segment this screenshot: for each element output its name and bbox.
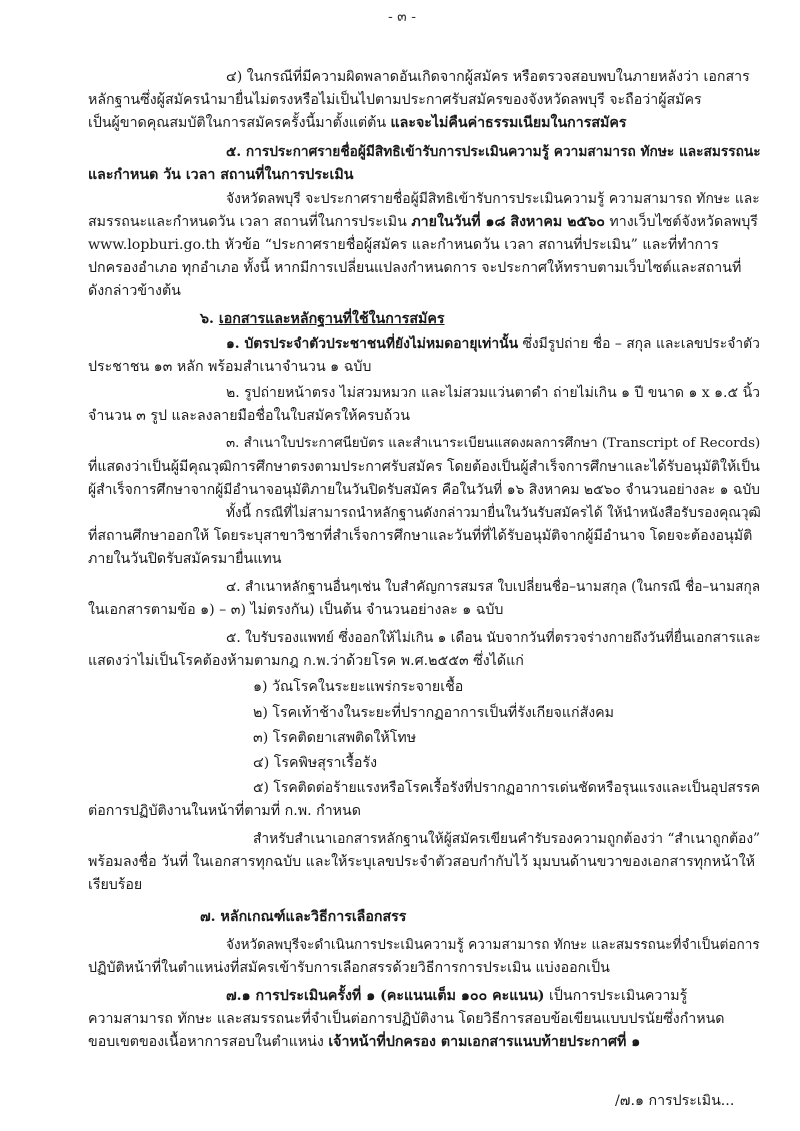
section-6-heading-text: เอกสารและหลักฐานที่ใช้ในการสมัคร xyxy=(218,311,445,327)
section-5-line-2 xyxy=(88,211,758,233)
section-6-item-5-line-1: ๕. ใบรับรองแพทย์ ซึ่งออกให้ไม่เกิน ๑ เดือน นับจากวันที่ตรวจร่างกายถึงวันที่ยื่นเอกสารและ xyxy=(226,630,761,646)
section-7-1-line-3-bold: เจ้าหน้าที่ปกครอง ตามเอกสารแนบท้ายประกาศที่ ๑ xyxy=(328,1034,641,1050)
section-7-1-line-2: ความสามารถ ทักษะ และสมรรถนะที่จำเป็นต่อการปฏิบัติงาน โดยวิธีการสอบข้อเขียนแบบปรนัยซึ่งกำหนด xyxy=(88,1011,725,1027)
section-6-item-3-line-3: ผู้สำเร็จการศึกษาจากผู้มีอำนาจอนุมัติภายในวันปิดรับสมัคร คือในวันที่ ๑๖ สิงหาคม ๒๕๖๐ จำนวนอย่างละ ๑ ฉบับ xyxy=(88,482,761,498)
section-5-line-1: จังหวัดลพบุรี จะประกาศรายชื่อผู้มีสิทธิเข้ารับการประเมินความรู้ ความสามารถ ทักษะ และ xyxy=(226,191,760,207)
section-6-heading-number: ๖. xyxy=(200,311,219,327)
section-6-item-3-line-1: ๓. สำเนาใบประกาศนียบัตร และสำเนาระเบียนแสดงผลการศึกษา (Transcript of Records) xyxy=(226,436,761,451)
paragraph-4-line-2: หลักฐานซึ่งผู้สมัครนำมายื่นไม่ตรงหรือไม่เป็นไปตามประกาศรับสมัครของจังหวัดลพบุรี จะถือว่าผู้สมัคร xyxy=(88,92,702,108)
section-6-item-3-line-4: ทั้งนี้ กรณีที่ไม่สามารถนำหลักฐานดังกล่าวมายื่นในวันรับสมัครได้ ให้นำหนังสือรับรองคุณวุฒิ xyxy=(226,505,761,521)
section-6-item-3-line-6: ภายในวันปิดรับสมัครมายื่นแทน xyxy=(88,551,282,567)
section-7-heading: ๗. หลักเกณฑ์และวิธีการเลือกสรร xyxy=(200,909,407,925)
section-7-1-rest: เป็นการประเมินความรู้ xyxy=(544,988,688,1004)
section-6-item-3-line-5: ที่สถานศึกษาออกให้ โดยระบุสาขาวิชาที่สำเร็จการศึกษาและวันที่ที่ได้รับอนุมัติจากผู้มีอำนาจ โดยจะต้องอนุมัติ xyxy=(88,528,753,544)
section-7-line-2: ปฏิบัติหน้าที่ในตำแหน่งที่สมัครเข้ารับการเลือกสรรด้วยวิธีการการประเมิน แบ่งออกเป็น xyxy=(88,960,610,976)
disease-item-2: ๒) โรคเท้าช้างในระยะที่ปรากฏอาการเป็นที่รังเกียจแก่สังคม xyxy=(253,705,615,721)
section-6-heading xyxy=(200,308,445,330)
section-6-item-5-line-2: แสดงว่าไม่เป็นโรคต้องห้ามตามกฎ ก.พ.ว่าด้วยโรค พ.ศ.๒๕๕๓ ซึ่งได้แก่ xyxy=(88,653,524,669)
disease-item-1: ๑) วัณโรคในระยะแพร่กระจายเชื้อ xyxy=(253,679,464,695)
section-7-1-bold: ๗.๑ การประเมินครั้งที่ ๑ (คะแนนเต็ม ๑๐๐ คะแนน) xyxy=(226,988,545,1004)
section-6-item-4-line-2: ในเอกสารตามข้อ ๑) – ๓) ไม่ตรงกัน) เป็นต้น จำนวนอย่างละ ๑ ฉบับ xyxy=(88,602,504,618)
section-5-line-4: ปกครองอำเภอ ทุกอำเภอ ทั้งนี้ หากมีการเปลี่ยนแปลงกำหนดการ จะประกาศให้ทราบตามเว็บไซต์และสถานที่ xyxy=(88,260,742,276)
section-6-item-1-rest: ซึ่งมีรูปถ่าย ชื่อ – สกุล และเลขประจำตัว xyxy=(518,336,760,352)
section-6-item-1-bold: ๑. บัตรประจำตัวประชาชนที่ยังไม่หมดอายุเท่านั้น xyxy=(226,336,519,352)
disease-item-5: ๕) โรคติดต่อร้ายแรงหรือโรคเรื้อรังที่ปรากฏอาการเด่นชัดหรือรุนแรงและเป็นอุปสรรค xyxy=(253,780,761,796)
section-5-heading-line-1: ๕. การประกาศรายชื่อผู้มีสิทธิเข้ารับการประเมินความรู้ ความสามารถ ทักษะ และสมรรถนะ xyxy=(226,144,761,160)
section-7-1-line-3 xyxy=(88,1031,640,1053)
section-6-item-2-line-2: จำนวน ๓ รูป และลงลายมือชื่อในใบสมัครให้ครบถ้วน xyxy=(88,408,410,424)
section-6-item-1-line-2: ประชาชน ๑๓ หลัก พร้อมสำเนาจำนวน ๑ ฉบับ xyxy=(88,359,372,375)
section-7-1 xyxy=(226,985,687,1007)
section-7-1-line-3-normal: ขอบเขตของเนื้อหาการสอบในตำแหน่ง xyxy=(88,1034,329,1050)
page-number: - ๓ - xyxy=(388,9,416,25)
paragraph-4-line-3-normal: เป็นผู้ขาดคุณสมบัติในการสมัครครั้งนี้มาตั้งแต่ต้น xyxy=(88,115,391,131)
section-7-line-1: จังหวัดลพบุรีจะดำเนินการประเมินความรู้ ความสามารถ ทักษะ และสมรรถนะที่จำเป็นต่อการ xyxy=(226,937,760,953)
copy-certify-line-2: พร้อมลงชื่อ วันที่ ในเอกสารทุกฉบับ และให้ระบุเลขประจำตัวสอบกำกับไว้ มุมบนด้านขวาของเอกสารทุกหน้าให้ xyxy=(88,854,756,870)
section-6-item-4-line-1: ๔. สำเนาหลักฐานอื่นๆเช่น ใบสำคัญการสมรส ใบเปลี่ยนชื่อ–นามสกุล (ในกรณี ชื่อ–นามสกุล xyxy=(226,579,761,595)
disease-item-3: ๓) โรคติดยาเสพติดให้โทษ xyxy=(253,730,417,746)
section-5-line-2-end: ทางเว็บไซต์จังหวัดลพบุรี xyxy=(604,214,758,230)
copy-certify-line-3: เรียบร้อย xyxy=(88,877,143,893)
copy-certify-line-1: สำหรับสำเนาเอกสารหลักฐานให้ผู้สมัครเขียนคำรับรองความถูกต้องว่า “สำเนาถูกต้อง” xyxy=(253,831,761,847)
continuation-footer: /๗.๑ การประเมิน... xyxy=(615,1093,735,1109)
paragraph-4-line-3 xyxy=(88,112,626,134)
section-5-line-5: ดังกล่าวข้างต้น xyxy=(88,283,181,299)
section-6-item-3-line-2: ที่แสดงว่าเป็นผู้มีคุณวุฒิการศึกษาตรงตามประกาศรับสมัคร โดยต้องเป็นผู้สำเร็จการศึกษาและได้รับอนุมัติให้เป็น xyxy=(88,459,760,475)
section-5-line-3: www.lopburi.go.th หัวข้อ “ประกาศรายชื่อผู้สมัคร และกำหนดวัน เวลา สถานที่ประเมิน” และที่ทำการ xyxy=(88,237,719,253)
section-6-item-2-line-1: ๒. รูปถ่ายหน้าตรง ไม่สวมหมวก และไม่สวมแว่นตาดำ ถ่ายไม่เกิน ๑ ปี ขนาด ๑ x ๑.๕ นิ้ว xyxy=(226,385,761,401)
section-6-item-1 xyxy=(226,333,760,355)
disease-item-4: ๔) โรคพิษสุราเรื้อรัง xyxy=(253,755,378,771)
section-5-line-2-bold: ภายในวันที่ ๑๘ สิงหาคม ๒๕๖๐ xyxy=(411,214,605,230)
paragraph-4-line-3-bold: และจะไม่คืนค่าธรรมเนียมในการสมัคร xyxy=(390,115,627,131)
section-5-line-2-normal: สมรรถนะและกำหนดวัน เวลา สถานที่ในการประเมิน xyxy=(88,214,412,230)
disease-item-5-line-2: ต่อการปฏิบัติงานในหน้าที่ตามที่ ก.พ. กำหนด xyxy=(88,803,361,819)
paragraph-4-line-1: ๔) ในกรณีที่มีความผิดพลาดอันเกิดจากผู้สมัคร หรือตรวจสอบพบในภายหลังว่า เอกสาร xyxy=(226,69,750,85)
section-5-heading-line-2: และกำหนด วัน เวลา สถานที่ในการประเมิน xyxy=(88,167,354,183)
